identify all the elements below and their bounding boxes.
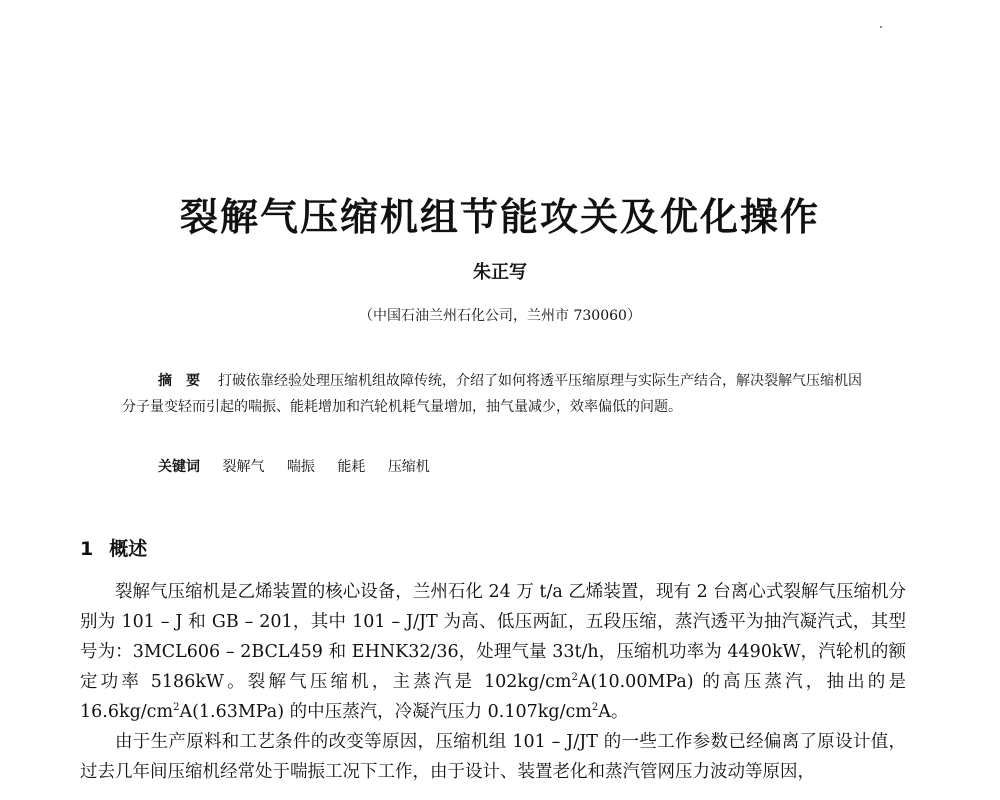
para-text: 裂解气压缩机是乙烯装置的核心设备，兰州石化 24 万 t/a 乙烯装置，现有 2 台离心式裂解气压缩机分别为 101 – J 和 GB – 201，其中 101 – J/JT 为高、低压两缸，五段压缩，蒸汽透平为抽汽凝汽式，其型号为：3MCL606 – 2BCL459 和 EHNK32/36，处理气量 33t/h，压缩机功率为 4490kW，汽轮机的额定功率 5186kW。裂解气压缩机，主蒸汽是 102kg/cm: [80, 582, 906, 692]
scan-speck: [880, 26, 882, 28]
abstract-text: 打破依靠经验处理压缩机组故障传统，介绍了如何将透平压缩原理与实际生产结合，解决裂解气压缩机因分子量变轻而引起的喘振、能耗增加和汽轮机耗气量增加，抽气量减少，效率偏低的问题。: [122, 373, 862, 415]
keyword-item: 喘振: [286, 459, 315, 475]
paragraph: [80, 577, 906, 727]
section-heading: [80, 534, 147, 561]
para-text: A。: [598, 702, 629, 722]
abstract-label: 摘 要: [158, 373, 200, 389]
paragraph: 由于生产原料和工艺条件的改变等原因，压缩机组 101 – J/JT 的一些工作参数已经偏离了原设计值，过去几年间压缩机经常处于喘振工况下工作，由于设计、装置老化和蒸汽管网压力波动等原因，: [80, 732, 906, 782]
keywords-block: [158, 456, 448, 476]
body-text: [80, 577, 906, 787]
superscript: 2: [591, 702, 599, 714]
para-text: A(10.00MPa) 的高压蒸汽，抽出的是 16.6kg/cm: [80, 672, 906, 722]
section-number: 1: [80, 538, 94, 560]
para-text: A(1.63MPa) 的中压蒸汽，冷凝汽压力 0.107kg/cm: [179, 702, 592, 722]
paper-title: 裂解气压缩机组节能攻关及优化操作: [179, 195, 820, 239]
author-name: 朱正写: [473, 262, 527, 283]
section-title: 概述: [109, 538, 148, 560]
keyword-item: 能耗: [337, 459, 366, 475]
abstract-block: [122, 368, 862, 420]
affiliation: （中国石油兰州石化公司，兰州市 730060）: [359, 308, 641, 324]
superscript: 2: [173, 702, 180, 714]
keywords-label: 关键词: [158, 459, 200, 475]
keyword-item: 压缩机: [387, 459, 430, 475]
keyword-item: 裂解气: [222, 459, 265, 475]
superscript: 2: [571, 672, 578, 684]
